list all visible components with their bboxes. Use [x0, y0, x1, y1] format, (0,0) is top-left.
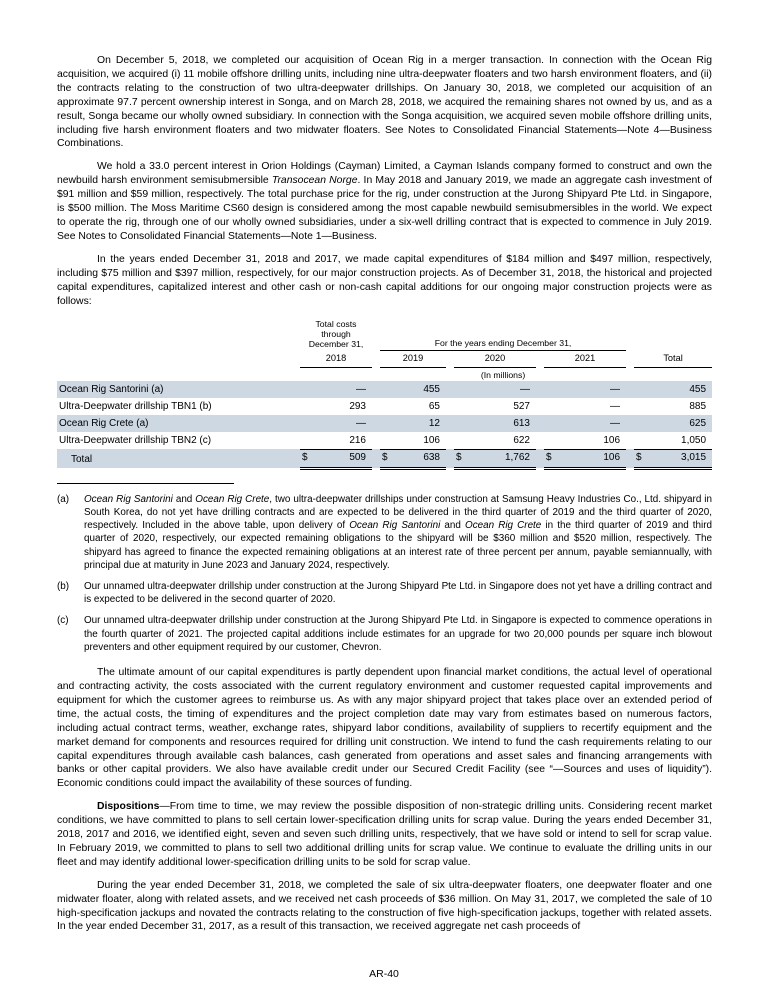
total-value: 3,015: [681, 452, 707, 464]
total-cell: [634, 449, 712, 468]
footnote-b: [57, 580, 712, 606]
currency-symbol: $: [456, 452, 462, 464]
footnote-marker: (b): [57, 581, 70, 593]
total-cell: [544, 449, 626, 468]
cell-value: 455: [423, 383, 440, 395]
paragraph-text: —From time to time, we may review the possible disposition of non-strategic drilling units. Considering recent market conditions, we have committed to plans to sell certain lower-specification drilling units for scrap value. During the years ended December 31, 2018, 2017 and 2016, we identified eight, seven and seven such drilling units, respectively, that we have sold or intend to sell for scrap value. In February 2019, we committed to plans to sell two additional drilling units for scrap value. We continue to evaluate the drilling units in our fleet and may identify additional lower-specification drilling units to be sold for scrap value.: [57, 801, 712, 868]
table-header-row-1: [57, 317, 712, 350]
paragraph-dispositions: [57, 800, 712, 870]
table-total-row: [57, 449, 712, 468]
footnote-text: and: [440, 520, 466, 532]
capital-expenditures-table: [57, 317, 712, 469]
dispositions-heading: Dispositions: [97, 801, 160, 813]
header-total-costs-through: [300, 317, 372, 350]
footnotes-section: [57, 493, 712, 654]
vessel-name-santorini: Ocean Rig Santorini: [349, 520, 441, 532]
cell-value: 106: [380, 432, 446, 449]
total-value: 1,762: [504, 452, 530, 464]
header-year-2021: 2021: [544, 350, 626, 367]
vessel-name-crete: Ocean Rig Crete: [195, 493, 270, 505]
header-years-ending-caption: For the years ending December 31,: [380, 317, 626, 350]
footnote-text: in the third quarter of 2019 and third quarter of 2020, respectively, our expected remaining obligations to the shipyard will be $360 million and $520 million, respectively. The shipyard has agreed to finance the expected remaining obligations at an interest rate of three percent per annum, payable semiannually, with principal due at maturity in June 2023 and January 2024, respectively.: [84, 520, 713, 571]
in-millions-note: (In millions): [480, 369, 526, 380]
cell-value: 622: [454, 432, 536, 449]
paragraph-capital-expenditures-intro: In the years ended December 31, 2018 and 2017, we made capital expenditures of $184 million and $497 million, respectively, including $75 million and $397 million, respectively, for our major construction projects. As of December 31, 2018, the historical and projected capital expenditures, capitalized interest and other cash or non-cash capital additions for our ongoing major construction projects were as follows:: [57, 253, 712, 307]
row-label: Ultra-Deepwater drillship TBN1 (b): [59, 400, 212, 412]
cell-value: 12: [428, 417, 440, 429]
table-header-row-3: [57, 368, 712, 382]
table-header-row-2: [57, 350, 712, 367]
cell-value: —: [610, 400, 621, 412]
currency-symbol: $: [636, 452, 642, 464]
cell-value: 625: [689, 417, 707, 429]
footnote-marker: (a): [57, 493, 70, 505]
cell-value: 216: [300, 432, 372, 449]
paragraph-text: . In May 2018 and January 2019, we made an aggregate cash investment of $91 million and $59 million, respectively. The total purchase price for the rig, under construction at the Jurong Shipyard Pte Ltd. in Singapore, is $500 million. The Moss Maritime CS60 design is considered among the most capable newbuild semisubmersibles in the world. We expect to operate the rig, through one of our wholly owned subsidiaries, under a six-well drilling contract that is expected to commence in July 2019. See Notes to Consolidated Financial Statements—Note 1—Business.: [57, 175, 712, 242]
cell-value: —: [356, 417, 366, 429]
total-cell: [380, 449, 446, 468]
footnote-text: and: [172, 493, 196, 505]
cell-value: 455: [689, 383, 707, 395]
cell-value: 885: [689, 400, 707, 412]
table-row-santorini: [57, 381, 712, 398]
row-label: Ocean Rig Santorini (a): [59, 383, 164, 395]
cell-value: —: [520, 383, 530, 395]
cell-value: —: [356, 383, 366, 395]
vessel-name-santorini: Ocean Rig Santorini: [84, 493, 173, 505]
header-total: Total: [634, 350, 712, 367]
total-row-label: Total: [71, 453, 93, 465]
total-value: 638: [423, 452, 440, 464]
header-year-2018: 2018: [300, 350, 372, 367]
cell-value: —: [610, 417, 621, 429]
header-line: December 31,: [308, 338, 364, 349]
table-row-crete: [57, 415, 712, 432]
vessel-name-transocean-norge: Transocean Norge: [271, 175, 358, 187]
cell-value: 106: [544, 432, 626, 449]
header-year-2019: 2019: [380, 350, 446, 367]
row-label: Ultra-Deepwater drillship TBN2 (c): [59, 435, 212, 447]
footnote-text: Our unnamed ultra-deepwater drillship under construction at the Jurong Shipyard Pte Ltd. in Singapore is expected to commence operations in the fourth quarter of 2021. The projected capital additions include estimates for an upgrade for two 20,000 pounds per square inch blowout preventers and other equipment required by our customer, Chevron.: [84, 615, 712, 653]
footnote-marker: (c): [57, 615, 69, 627]
paragraph-sales-2018: During the year ended December 31, 2018, we completed the sale of six ultra-deepwater floaters, one deepwater floater and one midwater floater, along with related assets, and we received net cash proceeds of $36 million. On May 31, 2017, we completed the sale of 10 high-specification jackups and novated the contracts relating to the construction of five high-specification jackups, together with related assets. In the year ended December 31, 2017, as a result of this transaction, we received aggregate net cash proceeds of: [57, 879, 712, 933]
footnote-text: , two ultra-deepwater drillships under construction at Samsung Heavy Industries Co., Ltd. shipyard in South Korea, do not yet have drilling contracts and are expected to be delivered in the third quarter of 2019 and the third quarter of 2020, respectively. Included in the above table, upon delivery of: [84, 493, 712, 532]
cell-value: —: [610, 383, 621, 395]
footnote-text: Our unnamed ultra-deepwater drillship under construction at the Jurong Shipyard Pte Ltd. in Singapore does not yet have a drilling contract and is expected to be delivered in the second quarter of 2020.: [84, 581, 712, 606]
currency-symbol: $: [382, 452, 388, 464]
table-row-tbn1: [57, 398, 712, 415]
footnote-divider: [57, 483, 234, 484]
cell-value: 293: [349, 400, 366, 412]
paragraph-text: We hold a 33.0 percent interest in Orion Holdings (Cayman) Limited, a Cayman Islands company formed to construct and own the newbuild harsh environment semisubmersible: [57, 161, 712, 187]
footnote-c: [57, 614, 712, 654]
vessel-name-crete: Ocean Rig Crete: [465, 520, 542, 532]
total-value: 106: [603, 452, 621, 464]
currency-symbol: $: [302, 452, 308, 464]
cell-value: 527: [513, 400, 530, 412]
header-line: through: [321, 328, 351, 339]
cell-value: 65: [428, 400, 440, 412]
paragraph-orion-holdings: [57, 160, 712, 243]
footnote-a: [57, 493, 712, 572]
page-number: AR-40: [369, 968, 399, 981]
total-value: 509: [349, 452, 366, 464]
paragraph-ultimate-capex: The ultimate amount of our capital expenditures is partly dependent upon financial market conditions, the actual level of operational and contracting activity, the costs associated with the current regulatory environment and customer requested capital improvements and equipment for which the customer agrees to reimburse us. As with any major shipyard project that takes place over an extended period of time, the actual costs, the timing of expenditures and the project completion date may vary from estimates based on numerous factors, including actual contract terms, weather, exchange rates, shipyard labor conditions, availability of suppliers to recertify equipment and the market demand for components and resources required for drilling unit construction. We intend to fund the cash requirements relating to our capital expenditures through available cash balances, cash generated from operations and asset sales and financing arrangements with banks or other capital providers. We also have available credit under our Secured Credit Facility (see “—Sources and uses of liquidity”). Economic conditions could impact the availability of these sources of funding.: [57, 667, 712, 790]
total-cell: [300, 449, 372, 468]
header-line: Total costs: [315, 318, 357, 329]
cell-value: 613: [513, 417, 530, 429]
row-label: Ocean Rig Crete (a): [59, 417, 149, 429]
total-cell: [454, 449, 536, 468]
currency-symbol: $: [546, 452, 552, 464]
table-row-tbn2: [57, 432, 712, 449]
cell-value: 1,050: [634, 432, 712, 449]
header-year-2020: 2020: [454, 350, 536, 367]
paragraph-ocean-rig-acquisition: On December 5, 2018, we completed our acquisition of Ocean Rig in a merger transaction. In connection with the Ocean Rig acquisition, we acquired (i) 11 mobile offshore drilling units, including nine ultra-deepwater floaters and two harsh environment floaters, and (ii) the contracts relating to the construction of two ultra-deepwater drillships. On January 30, 2018, we completed our acquisition of an approximate 97.7 percent ownership interest in Songa, and on March 28, 2018, we acquired the remaining shares not owned by us, and as a result, Songa became our wholly owned subsidiary. In connection with the Songa acquisition, we acquired seven mobile offshore drilling units, including five harsh environment floaters and two midwater floaters. See Notes to Consolidated Financial Statements—Note 4—Business Combinations.: [57, 55, 712, 150]
